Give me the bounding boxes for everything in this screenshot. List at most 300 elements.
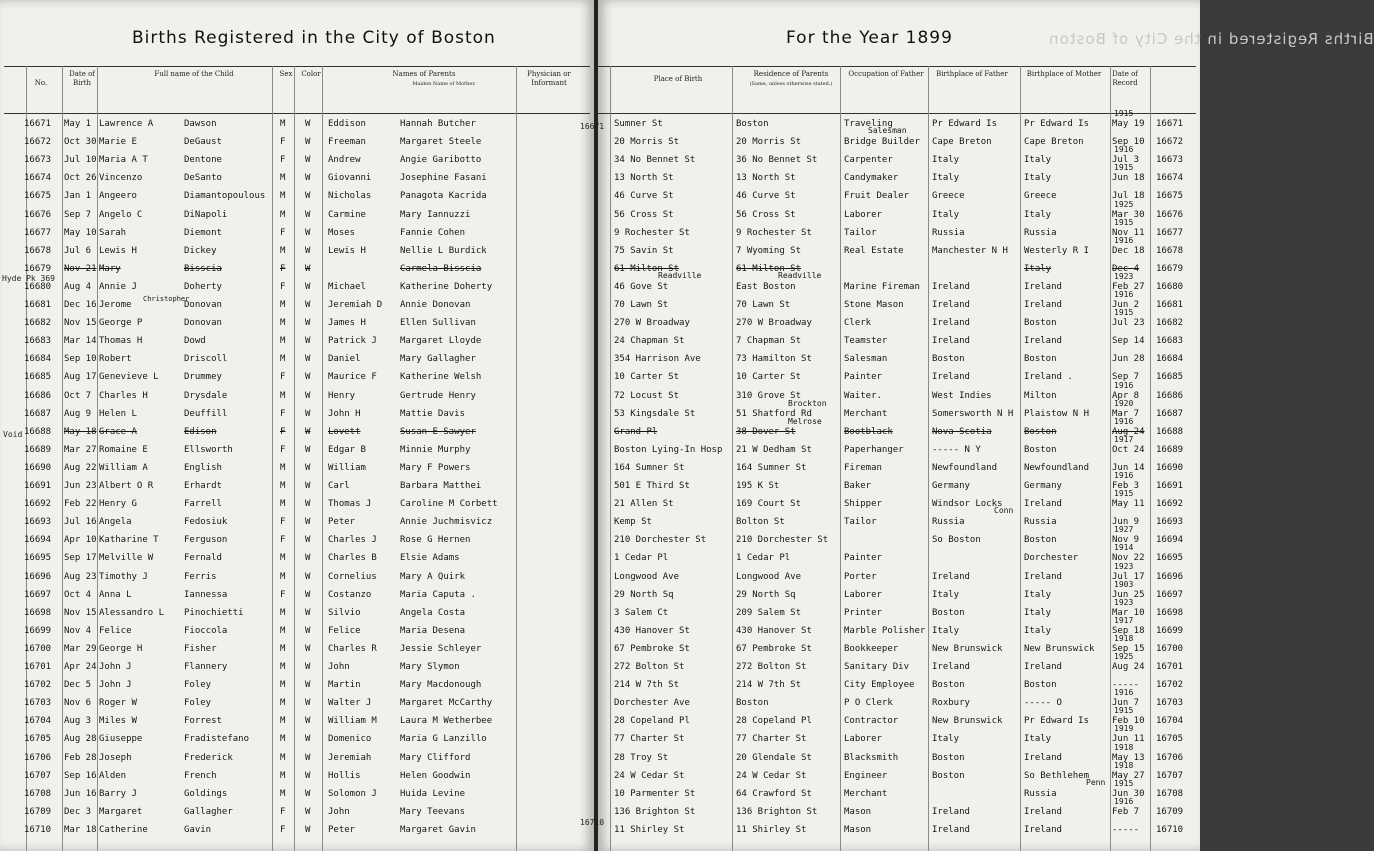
residence: 272 Bolton St (736, 662, 807, 672)
place-of-birth: 72 Locust St (614, 390, 680, 401)
surname: English (184, 462, 222, 473)
sex: M (280, 300, 286, 310)
birth-date: Aug 3 (64, 716, 92, 727)
sex: F (280, 155, 286, 166)
father-birthplace: Italy (932, 734, 960, 745)
color: W (305, 372, 311, 383)
register-number: 16710 (24, 824, 52, 835)
sex: M (280, 571, 286, 582)
father-occupation: Bridge Builder (844, 137, 920, 148)
given-name: Melville W (99, 553, 154, 564)
residence: 13 North St (736, 173, 796, 184)
mother-birthplace: Ireland (1024, 806, 1062, 817)
given-name: Romaine E (99, 444, 148, 455)
residence: 20 Morris St (736, 137, 802, 148)
sex: M (280, 553, 286, 564)
register-row-right (598, 561, 1200, 585)
mother-birthplace: Italy (1024, 263, 1052, 274)
mother-birthplace: Boston (1024, 680, 1057, 691)
father-birthplace: New Brunswick (932, 643, 1003, 654)
residence: 209 Salem St (736, 607, 802, 618)
register-number: 16675 (1156, 191, 1184, 202)
register-row-right (598, 333, 1200, 349)
father-birthplace: Ireland (932, 318, 970, 329)
register-row-right (598, 543, 1200, 566)
mother-birthplace: Russia (1024, 788, 1057, 799)
surname: Donovan (184, 300, 222, 310)
father-occupation: Carpenter (844, 155, 893, 166)
record-date: Jun 25 (1112, 589, 1145, 600)
mother-birthplace: Russia (1024, 517, 1057, 528)
birth-date: Sep 16 (64, 770, 97, 781)
register-row-left (0, 460, 594, 476)
father-birthplace: Italy (932, 155, 960, 166)
record-date: Sep 15 (1112, 643, 1145, 654)
mother-birthplace: Italy (1024, 155, 1052, 166)
father-name: Silvio (328, 607, 361, 618)
mother-name: Panagota Kacrida (400, 191, 487, 202)
color: W (305, 824, 311, 835)
surname: Fernald (184, 553, 222, 564)
birth-date: Jul 6 (64, 245, 92, 256)
record-date: Jun 18 (1112, 173, 1145, 184)
register-row-right (598, 416, 1200, 440)
register-number: 16705 (1156, 734, 1184, 745)
residence: 9 Rochester St (736, 227, 812, 238)
record-year: 1927 (1114, 525, 1134, 535)
birth-date: Feb 28 (64, 752, 97, 763)
record-date: Jun 30 (1112, 788, 1145, 799)
record-date: Jun 9 (1112, 517, 1140, 528)
register-number: 16701 (24, 662, 52, 672)
register-number: 16678 (24, 245, 52, 256)
header-sex: Sex (279, 70, 293, 78)
surname: Deuffill (184, 408, 228, 419)
record-year: 1918 (1114, 633, 1134, 643)
record-year: 1915 (1114, 163, 1134, 173)
father-name: Domenico (328, 734, 372, 745)
father-occupation: Fruit Dealer (844, 191, 910, 202)
mother-birthplace: Ireland (1024, 662, 1062, 672)
color: W (305, 245, 311, 256)
register-number: 16696 (24, 571, 52, 582)
residence-town: Brockton (788, 398, 827, 408)
place-of-birth: 77 Charter St (614, 734, 685, 745)
record-date: Mar 10 (1112, 607, 1145, 618)
father-occupation: Bootblack (844, 426, 893, 437)
father-occupation: Bookkeeper (844, 643, 899, 654)
place-of-birth: 501 E Third St (614, 481, 690, 491)
father-birthplace: Italy (932, 625, 960, 636)
mother-name: Barbara Matthei (400, 481, 482, 491)
record-date: Jul 18 (1112, 191, 1145, 202)
surname: Pinochietti (184, 607, 244, 618)
mother-name: Katherine Welsh (400, 372, 482, 383)
sex: M (280, 625, 286, 636)
register-row-right (598, 308, 1200, 331)
place-of-birth: 210 Dorchester St (614, 535, 707, 546)
father-birthplace: Ireland (932, 806, 970, 817)
mother-birthplace: Italy (1024, 589, 1052, 600)
register-row-right (598, 380, 1200, 404)
father-birthplace: Boston (932, 680, 965, 691)
record-year: 1915 (1114, 706, 1134, 716)
birth-date: Aug 17 (64, 372, 97, 383)
color: W (305, 535, 311, 546)
mother-name: Nellie L Burdick (400, 245, 487, 256)
given-name: Margaret (99, 806, 143, 817)
given-name: Lawrence A (99, 119, 154, 129)
color: W (305, 137, 311, 148)
birth-date: Apr 24 (64, 662, 97, 672)
given-name: Alden (99, 770, 127, 781)
register-number: 16695 (24, 553, 52, 564)
mother-birthplace: Pr Edward Is (1024, 119, 1090, 129)
father-birthplace: Greece (932, 191, 965, 202)
record-year: 1915 (1114, 109, 1134, 118)
surname: Driscoll (184, 354, 228, 365)
sex: M (280, 354, 286, 365)
register-number: 16705 (24, 734, 52, 745)
register-row-right (598, 163, 1200, 186)
father-name: Peter (328, 517, 356, 528)
record-date: Aug 24 (1112, 426, 1145, 437)
register-row-right (598, 597, 1200, 621)
register-number: 16701 (1156, 662, 1184, 672)
register-row-right (598, 724, 1200, 747)
surname: Bisscia (184, 263, 222, 274)
birth-date: Mar 27 (64, 444, 97, 455)
father-name: Lovett (328, 426, 361, 437)
given-name: William A (99, 462, 148, 473)
father-occupation: Printer (844, 607, 882, 618)
father-name: Giovanni (328, 173, 372, 184)
father-occupation: Shipper (844, 499, 882, 510)
record-date: ----- (1112, 680, 1140, 691)
mother-name: Angela Costa (400, 607, 466, 618)
register-row-right (598, 235, 1200, 259)
record-year: 1916 (1114, 235, 1134, 245)
mother-birthplace: ----- O (1024, 698, 1062, 709)
mother-name: Fannie Cohen (400, 227, 466, 238)
given-name: Joseph (99, 752, 132, 763)
father-name: Carmine (328, 209, 366, 220)
register-row-right (598, 688, 1200, 711)
birth-date: May 18 (64, 426, 97, 437)
father-occupation: Painter (844, 372, 882, 383)
father-occupation: Engineer (844, 770, 888, 781)
given-name: Helen L (99, 408, 137, 419)
surname: Donovan (184, 318, 222, 329)
register-row-left (0, 369, 594, 385)
header-residence: Residence of Parents (753, 70, 829, 78)
father-occupation: Stone Mason (844, 300, 904, 310)
father-name: Freeman (328, 137, 366, 148)
register-number: 16698 (1156, 607, 1184, 618)
sex: M (280, 245, 286, 256)
place-of-birth: 70 Lawn St (614, 300, 669, 310)
mother-name: Maria G Lanzillo (400, 734, 487, 745)
place-of-birth: 164 Sumner St (614, 462, 685, 473)
surname: Gallagher (184, 806, 233, 817)
father-occupation: Salesman (844, 354, 888, 365)
record-date: May 13 (1112, 752, 1145, 763)
given-name: Miles W (99, 716, 137, 727)
residence: Boston (736, 698, 769, 709)
color: W (305, 643, 311, 654)
sex: M (280, 481, 286, 491)
father-occupation: Traveling (844, 119, 893, 129)
mother-birthplace: Westerly R I (1024, 245, 1090, 256)
surname: Diemont (184, 227, 222, 238)
register-number: 16707 (24, 770, 52, 781)
father-birthplace: Cape Breton (932, 137, 992, 148)
register-number: 16706 (1156, 752, 1184, 763)
mother-birthplace: Boston (1024, 444, 1057, 455)
birth-date: Aug 4 (64, 281, 92, 292)
record-date: Feb 7 (1112, 806, 1140, 817)
father-occupation: Painter (844, 553, 882, 564)
register-row-left (0, 351, 594, 367)
place-of-birth: 53 Kingsdale St (614, 408, 696, 419)
register-row-left (0, 424, 594, 440)
father-occupation: Fireman (844, 462, 882, 473)
birth-date: Feb 22 (64, 499, 97, 510)
place-of-birth: 1 Cedar Pl (614, 553, 669, 564)
given-name: Henry G (99, 499, 137, 510)
occupation-continued: Salesman (868, 126, 907, 135)
register-number: 16683 (1156, 336, 1184, 347)
residence: 195 K St (736, 481, 780, 491)
record-date: Jul 3 (1112, 155, 1140, 166)
register-number: 16708 (1156, 788, 1184, 799)
place-of-birth: 24 W Cedar St (614, 770, 685, 781)
father-occupation: Candymaker (844, 173, 899, 184)
given-name: Catherine (99, 824, 148, 835)
residence: 11 Shirley St (736, 824, 807, 835)
record-date: May 19 (1112, 119, 1145, 129)
sex: M (280, 734, 286, 745)
place-of-birth: 75 Savin St (614, 245, 674, 256)
header-birthplace-mother: Birthplace of Mother (1026, 70, 1102, 78)
register-row-right (598, 188, 1200, 204)
father-name: Felice (328, 625, 361, 636)
margin-note-hyde-park: Hyde Pk 369 (2, 274, 55, 283)
residence: 7 Chapman St (736, 336, 802, 347)
father-occupation: Real Estate (844, 245, 904, 256)
mother-birthplace: Milton (1024, 390, 1057, 401)
father-name: Andrew (328, 155, 361, 166)
register-row-right (598, 109, 1200, 135)
register-row-left (0, 532, 594, 548)
residence: 136 Brighton St (736, 806, 818, 817)
record-date: Feb 10 (1112, 716, 1145, 727)
residence: 61 Milton St (736, 263, 802, 274)
residence: 20 Glendale St (736, 752, 812, 763)
right-page-title: For the Year 1899 (786, 28, 953, 48)
header-date: Date of Birth (69, 70, 95, 87)
mother-name: Elsie Adams (400, 553, 460, 564)
surname: Fisher (184, 643, 217, 654)
sex: M (280, 716, 286, 727)
sex: M (280, 607, 286, 618)
register-row-left (0, 207, 594, 223)
record-year: 1915 (1114, 308, 1134, 318)
register-number: 16682 (24, 318, 52, 329)
register-number: 16684 (1156, 354, 1184, 365)
header-name: Full name of the Child (154, 70, 234, 78)
register-row-left (0, 514, 594, 530)
register-number: 16671 (1156, 119, 1184, 129)
father-occupation: Laborer (844, 209, 882, 220)
register-number: 16676 (24, 209, 52, 220)
color: W (305, 209, 311, 220)
mother-birthplace: Boston (1024, 354, 1057, 365)
given-name: George H (99, 643, 143, 654)
given-name: John J (99, 662, 132, 672)
header-place: Place of Birth (653, 75, 703, 83)
residence: 24 W Cedar St (736, 770, 807, 781)
birth-date: Apr 10 (64, 535, 97, 546)
father-occupation: Sanitary Div (844, 662, 910, 672)
given-name: Roger W (99, 698, 137, 709)
father-name: Nicholas (328, 191, 372, 202)
mother-birthplace: Greece (1024, 191, 1057, 202)
register-number: 16691 (24, 481, 52, 491)
place-of-birth: Grand Pl (614, 426, 658, 437)
surname: DeGaust (184, 137, 222, 148)
birth-date: Jul 10 (64, 155, 97, 166)
register-number: 16703 (1156, 698, 1184, 709)
surname: Foley (184, 698, 212, 709)
surname: Drysdale (184, 390, 228, 401)
sex: M (280, 119, 286, 129)
record-date: Nov 9 (1112, 535, 1140, 546)
record-date: Jul 17 (1112, 571, 1145, 582)
color: W (305, 173, 311, 184)
record-year: 1914 (1114, 543, 1134, 553)
mother-name: Carmela Bisscia (400, 263, 482, 274)
left-page-title: Births Registered in the City of Boston (132, 28, 496, 48)
mother-name: Ellen Sullivan (400, 318, 476, 329)
color: W (305, 426, 311, 437)
header-physician: Physician or Informant (527, 70, 571, 87)
birth-date: Nov 15 (64, 318, 97, 329)
register-number: 16685 (24, 372, 52, 383)
register-row-left (0, 170, 594, 186)
register-number: 16673 (1156, 155, 1184, 166)
residence: 430 Hanover St (736, 625, 812, 636)
color: W (305, 517, 311, 528)
residence-town: Melrose (788, 416, 822, 426)
birth-date: Aug 9 (64, 408, 92, 419)
mother-birthplace: Italy (1024, 209, 1052, 220)
surname: Edison (184, 426, 217, 437)
register-row-left (0, 297, 594, 313)
father-birthplace: Italy (932, 209, 960, 220)
register-number: 16700 (1156, 643, 1184, 654)
mother-name: Mary Clifford (400, 752, 471, 763)
register-number: 16680 (1156, 281, 1184, 292)
father-birthplace: Boston (932, 354, 965, 365)
residence: Longwood Ave (736, 571, 802, 582)
register-number: 16707 (1156, 770, 1184, 781)
surname: Dowd (184, 336, 206, 347)
father-birthplace: Boston (932, 607, 965, 618)
register-number: 16681 (24, 300, 52, 310)
father-occupation: Waiter. (844, 390, 882, 401)
father-name: Charles J (328, 535, 377, 546)
father-occupation: Tailor (844, 517, 877, 528)
register-number: 16697 (24, 589, 52, 600)
father-name: Carl (328, 481, 350, 491)
surname: Ferris (184, 571, 217, 582)
record-year: 1916 (1114, 290, 1134, 299)
mother-birthplace: Ireland (1024, 824, 1062, 835)
register-number: 16683 (24, 336, 52, 347)
register-row-left (0, 605, 594, 621)
surname: Ferguson (184, 535, 228, 546)
register-row-left (0, 152, 594, 168)
color: W (305, 227, 311, 238)
register-number: 16709 (24, 806, 52, 817)
given-name: Genevieve L (99, 372, 159, 383)
color: W (305, 390, 311, 401)
father-occupation: Porter (844, 571, 877, 582)
sex: M (280, 752, 286, 763)
register-number: 16686 (1156, 390, 1184, 401)
register-row-right (598, 796, 1200, 820)
residence: 270 W Broadway (736, 318, 812, 329)
given-name-addition: Christopher (143, 295, 190, 303)
register-number: 16704 (24, 716, 52, 727)
register-number: 16692 (1156, 499, 1184, 510)
birth-date: Mar 29 (64, 643, 97, 654)
sex: F (280, 806, 286, 817)
color: W (305, 788, 311, 799)
register-row-right (598, 290, 1200, 313)
given-name: Charles H (99, 390, 148, 401)
residence: 164 Sumner St (736, 462, 807, 473)
birth-date: Oct 4 (64, 589, 92, 600)
sex: F (280, 824, 286, 835)
record-year: 1923 (1114, 271, 1134, 281)
father-name: Eddison (328, 119, 366, 129)
surname: Frederick (184, 752, 233, 763)
given-name: George P (99, 318, 143, 329)
register-number: 16677 (1156, 227, 1184, 238)
record-date: Sep 14 (1112, 336, 1145, 347)
father-birthplace: Manchester N H (932, 245, 1008, 256)
color: W (305, 553, 311, 564)
record-year: 1916 (1114, 688, 1134, 698)
given-name: Robert (99, 354, 132, 365)
place-of-birth: 430 Hanover St (614, 625, 690, 636)
father-name: John (328, 662, 350, 672)
mother-birthplace: Germany (1024, 481, 1062, 491)
register-row-left (0, 804, 594, 820)
birth-date: Jun 16 (64, 788, 97, 799)
record-date: Mar 30 (1112, 209, 1145, 220)
register-row-left (0, 134, 594, 150)
given-name: Alessandro L (99, 607, 165, 618)
color: W (305, 680, 311, 691)
given-name: Annie J (99, 281, 137, 292)
surname: Doherty (184, 281, 222, 292)
register-number: 16696 (1156, 571, 1184, 582)
place-of-birth: 20 Morris St (614, 137, 680, 148)
place-of-birth: 10 Carter St (614, 372, 680, 383)
